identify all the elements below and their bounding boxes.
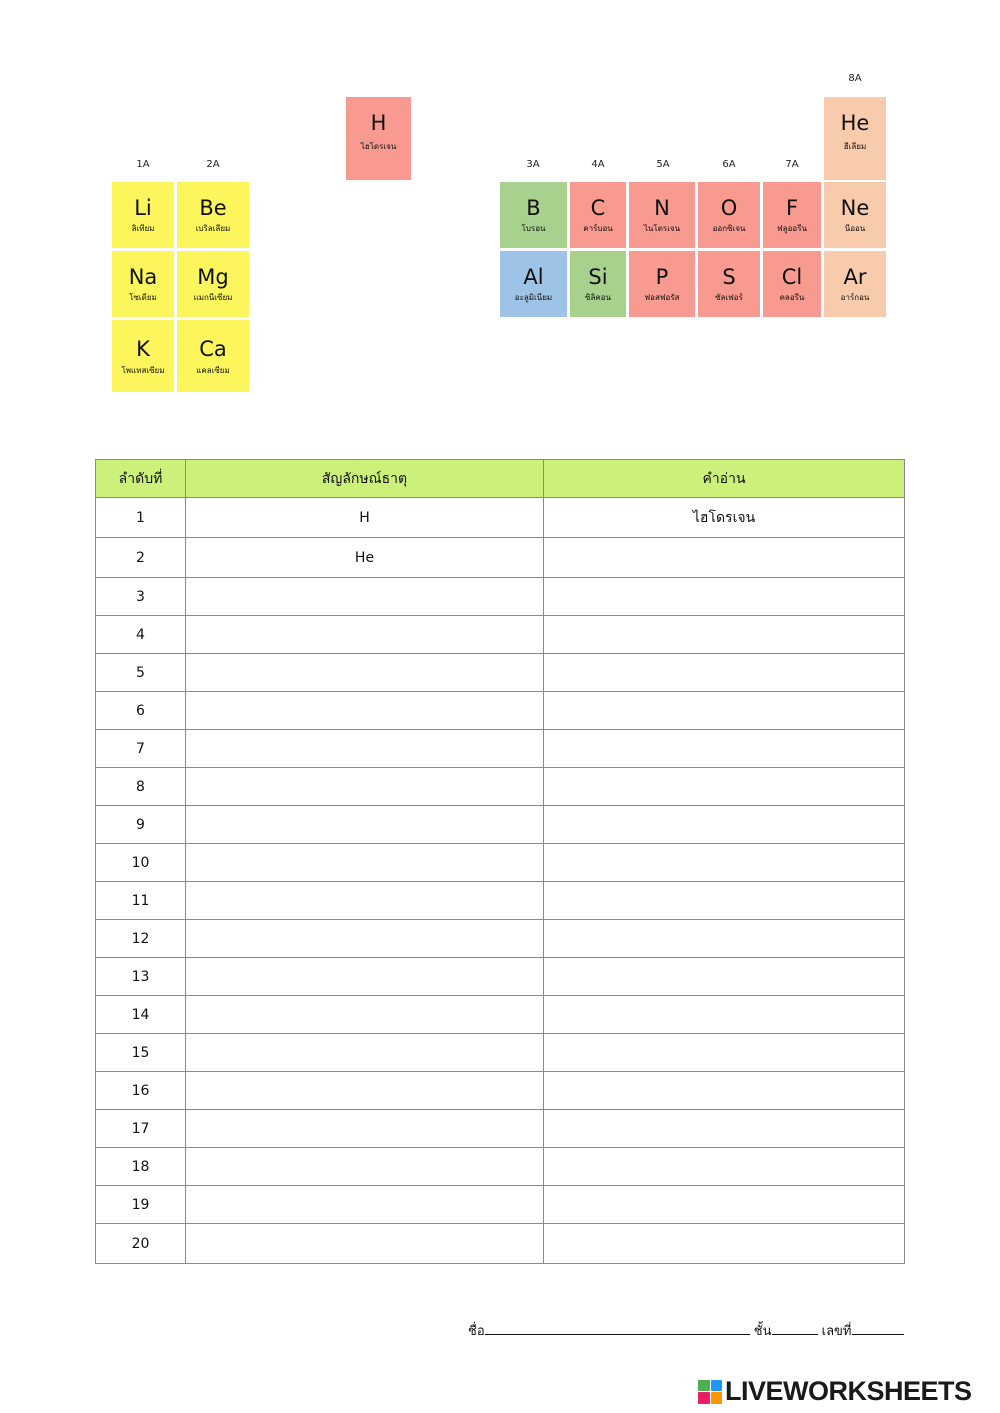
- name-input[interactable]: [485, 1320, 750, 1335]
- element-name: ฟลูออรีน: [777, 224, 807, 233]
- symbol-answer-cell[interactable]: [186, 654, 544, 692]
- element-symbol: H: [370, 111, 387, 135]
- element-name: ลิเทียม: [131, 224, 155, 233]
- element-ar: [824, 251, 886, 317]
- element-be: [177, 182, 249, 248]
- logo-text: LIVEWORKSHEETS: [725, 1376, 972, 1406]
- element-name: ไนโตรเจน: [643, 224, 681, 233]
- element-name: โซเดียม: [129, 293, 157, 302]
- class-input[interactable]: [772, 1320, 818, 1335]
- table-row: [96, 578, 905, 616]
- symbol-answer-cell[interactable]: [186, 958, 544, 996]
- reading-answer-cell[interactable]: [544, 654, 905, 692]
- element-name: เบริลเลียม: [195, 224, 231, 233]
- element-symbol: F: [785, 196, 799, 220]
- reading-answer-cell[interactable]: [544, 844, 905, 882]
- element-ca: [177, 320, 249, 392]
- table-row: [96, 616, 905, 654]
- table-row: [96, 538, 905, 578]
- element-symbol: Na: [128, 265, 158, 289]
- element-name: แมกนีเซียม: [193, 293, 233, 302]
- symbol-answer-cell[interactable]: [186, 806, 544, 844]
- element-he: [824, 97, 886, 180]
- reading-answer-cell[interactable]: [544, 806, 905, 844]
- element-symbol: N: [654, 196, 670, 220]
- table-row: [96, 1072, 905, 1110]
- row-number: 3: [96, 578, 186, 616]
- element-mg: [177, 251, 249, 317]
- symbol-answer-cell[interactable]: [186, 578, 544, 616]
- row-number: 2: [96, 538, 186, 578]
- group-label-1a: 1A: [136, 159, 150, 170]
- element-name: ซัลเฟอร์: [715, 293, 743, 302]
- table-row: [96, 1034, 905, 1072]
- element-symbol: K: [136, 337, 150, 361]
- table-row: [96, 498, 905, 538]
- element-name: แคลเซียม: [196, 366, 230, 375]
- table-row: [96, 844, 905, 882]
- row-number: 14: [96, 996, 186, 1034]
- reading-answer-cell[interactable]: ไฮโดรเจน: [544, 498, 905, 538]
- table-row: [96, 692, 905, 730]
- reading-answer-cell[interactable]: [544, 882, 905, 920]
- symbol-answer-cell[interactable]: H: [186, 498, 544, 538]
- table-row: [96, 1148, 905, 1186]
- row-number: 8: [96, 768, 186, 806]
- element-name: คาร์บอน: [583, 224, 613, 233]
- row-number: 15: [96, 1034, 186, 1072]
- student-info-line: [468, 1320, 904, 1341]
- table-row: [96, 730, 905, 768]
- element-ne: [824, 182, 886, 248]
- element-symbol: Al: [523, 265, 544, 289]
- element-name: โบรอน: [521, 224, 546, 233]
- header-order: ลำดับที่: [96, 460, 186, 498]
- symbol-answer-cell[interactable]: [186, 1148, 544, 1186]
- symbol-answer-cell[interactable]: [186, 882, 544, 920]
- answer-table: [95, 459, 905, 1264]
- table-row: [96, 806, 905, 844]
- element-symbol: S: [722, 265, 736, 289]
- number-input[interactable]: [852, 1320, 904, 1335]
- row-number: 4: [96, 616, 186, 654]
- element-c: [570, 182, 626, 248]
- element-k: [112, 320, 174, 392]
- table-row: [96, 996, 905, 1034]
- element-symbol: Be: [199, 196, 227, 220]
- group-label-3a: 3A: [526, 159, 540, 170]
- symbol-answer-cell[interactable]: He: [186, 538, 544, 578]
- reading-answer-cell[interactable]: [544, 692, 905, 730]
- reading-answer-cell[interactable]: [544, 958, 905, 996]
- reading-answer-cell[interactable]: [544, 578, 905, 616]
- row-number: 12: [96, 920, 186, 958]
- element-symbol: C: [590, 196, 606, 220]
- element-name: ออกซิเจน: [712, 224, 746, 233]
- element-li: [112, 182, 174, 248]
- symbol-answer-cell[interactable]: [186, 692, 544, 730]
- element-symbol: Mg: [197, 265, 229, 289]
- logo-badge-icon: [698, 1380, 722, 1404]
- reading-answer-cell[interactable]: [544, 1186, 905, 1224]
- row-number: 6: [96, 692, 186, 730]
- symbol-answer-cell[interactable]: [186, 1034, 544, 1072]
- header-symbol: สัญลักษณ์ธาตุ: [186, 460, 544, 498]
- group-label-6a: 6A: [722, 159, 736, 170]
- reading-answer-cell[interactable]: [544, 920, 905, 958]
- number-label: เลขที่: [821, 1324, 852, 1339]
- reading-answer-cell[interactable]: [544, 1148, 905, 1186]
- element-p: [629, 251, 695, 317]
- element-symbol: Cl: [781, 265, 803, 289]
- element-name: อะลูมิเนียม: [514, 293, 553, 302]
- symbol-answer-cell[interactable]: [186, 1186, 544, 1224]
- element-symbol: Ca: [199, 337, 227, 361]
- element-si: [570, 251, 626, 317]
- element-name: ไฮโดรเจน: [360, 142, 397, 151]
- name-label: ชื่อ: [468, 1324, 485, 1339]
- element-f: [763, 182, 821, 248]
- element-symbol: Ar: [843, 265, 867, 289]
- element-symbol: Ne: [840, 196, 870, 220]
- reading-answer-cell[interactable]: [544, 1034, 905, 1072]
- element-name: นีออน: [844, 224, 866, 233]
- element-name: อาร์กอน: [840, 293, 870, 302]
- reading-answer-cell[interactable]: [544, 1110, 905, 1148]
- symbol-answer-cell[interactable]: [186, 1072, 544, 1110]
- reading-answer-cell[interactable]: [544, 1224, 905, 1264]
- element-cl: [763, 251, 821, 317]
- element-b: [500, 182, 567, 248]
- row-number: 9: [96, 806, 186, 844]
- element-name: คลอรีน: [779, 293, 805, 302]
- element-name: ฮีเลียม: [843, 142, 867, 151]
- table-row: [96, 1186, 905, 1224]
- reading-answer-cell[interactable]: [544, 538, 905, 578]
- element-symbol: Li: [134, 196, 152, 220]
- table-row: [96, 1224, 905, 1264]
- row-number: 17: [96, 1110, 186, 1148]
- row-number: 10: [96, 844, 186, 882]
- symbol-answer-cell[interactable]: [186, 1110, 544, 1148]
- element-al: [500, 251, 567, 317]
- group-label-5a: 5A: [656, 159, 670, 170]
- element-name: ฟอสฟอรัส: [644, 293, 680, 302]
- symbol-answer-cell[interactable]: [186, 844, 544, 882]
- element-h: [346, 97, 411, 180]
- symbol-answer-cell[interactable]: [186, 730, 544, 768]
- row-number: 13: [96, 958, 186, 996]
- element-name: โพแทสเซียม: [121, 366, 165, 375]
- element-na: [112, 251, 174, 317]
- element-o: [698, 182, 760, 248]
- group-label-2a: 2A: [206, 159, 220, 170]
- table-row: [96, 882, 905, 920]
- element-symbol: Si: [588, 265, 608, 289]
- row-number: 1: [96, 498, 186, 538]
- row-number: 19: [96, 1186, 186, 1224]
- element-n: [629, 182, 695, 248]
- symbol-answer-cell[interactable]: [186, 616, 544, 654]
- element-symbol: O: [720, 196, 738, 220]
- liveworksheets-logo[interactable]: [698, 1376, 972, 1407]
- row-number: 7: [96, 730, 186, 768]
- table-row: [96, 768, 905, 806]
- reading-answer-cell[interactable]: [544, 616, 905, 654]
- table-row: [96, 920, 905, 958]
- group-label-4a: 4A: [591, 159, 605, 170]
- reading-answer-cell[interactable]: [544, 730, 905, 768]
- symbol-answer-cell[interactable]: [186, 996, 544, 1034]
- reading-answer-cell[interactable]: [544, 996, 905, 1034]
- table-row: [96, 1110, 905, 1148]
- element-name: ซิลิคอน: [585, 293, 611, 302]
- row-number: 11: [96, 882, 186, 920]
- row-number: 5: [96, 654, 186, 692]
- element-symbol: P: [655, 265, 669, 289]
- element-symbol: He: [840, 111, 870, 135]
- element-s: [698, 251, 760, 317]
- row-number: 20: [96, 1224, 186, 1264]
- table-header-row: [96, 460, 905, 498]
- group-label-8a: 8A: [848, 73, 862, 84]
- header-reading: คำอ่าน: [544, 460, 905, 498]
- reading-answer-cell[interactable]: [544, 1072, 905, 1110]
- row-number: 16: [96, 1072, 186, 1110]
- symbol-answer-cell[interactable]: [186, 1224, 544, 1264]
- symbol-answer-cell[interactable]: [186, 768, 544, 806]
- table-row: [96, 958, 905, 996]
- class-label: ชั้น: [753, 1324, 772, 1339]
- table-row: [96, 654, 905, 692]
- row-number: 18: [96, 1148, 186, 1186]
- reading-answer-cell[interactable]: [544, 768, 905, 806]
- element-symbol: B: [526, 196, 541, 220]
- group-label-7a: 7A: [785, 159, 799, 170]
- symbol-answer-cell[interactable]: [186, 920, 544, 958]
